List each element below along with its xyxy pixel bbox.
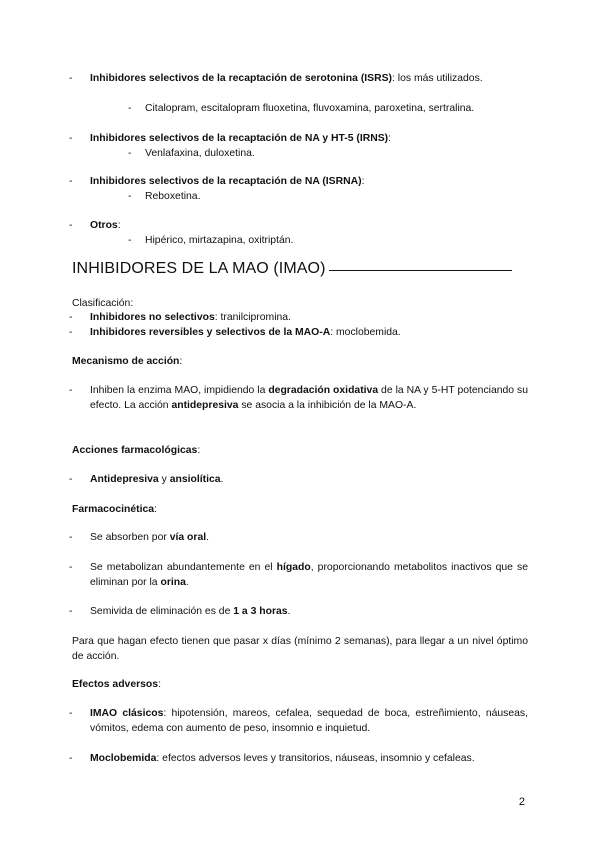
list-item-text: : <box>117 220 121 231</box>
text-part: Semivida de eliminación es de <box>90 606 234 617</box>
farmacocinetica-item-1 <box>90 530 528 545</box>
sub-item-isrs: - Citalopram, escitalopram fluoxetina, fluvoxamina, paroxetina, sertralina. <box>145 101 535 116</box>
list-item-text: : tranilcipromina. <box>214 312 291 323</box>
sub-item-isrna: - Reboxetina. <box>145 189 535 204</box>
clasificacion-item-2 <box>90 325 528 340</box>
text-part: : efectos adversos leves y transitorios, náuseas, insomnio y cefaleas. <box>156 753 475 764</box>
text-bold: Moclobemida <box>90 753 157 764</box>
text-bold: Antidepresiva <box>90 474 159 485</box>
farmacocinetica-heading <box>72 502 528 517</box>
acciones-item <box>90 472 528 487</box>
text-bold: IMAO clásicos <box>90 708 164 719</box>
efectos-heading <box>72 677 528 692</box>
clasificacion-label: Clasificación: <box>72 298 134 309</box>
text-part: . <box>220 474 224 485</box>
text-part: de la NA y 5-HT potenciando su efecto. La acción <box>90 385 528 412</box>
list-item-bold: Inhibidores reversibles y selectivos de la MAO-A <box>90 327 331 338</box>
text-part: . <box>206 532 209 543</box>
list-item-text: : moclobemida. <box>330 327 401 338</box>
acciones-heading <box>72 443 528 458</box>
efectos-item-1 <box>90 706 528 737</box>
list-item-text: : <box>388 133 392 144</box>
text-bold: degradación oxidativa <box>268 385 379 396</box>
mecanismo-item <box>90 383 528 414</box>
list-item-bold: Inhibidores selectivos de la recaptación de NA y HT-5 (IRNS) <box>90 133 389 144</box>
heading-colon: : <box>197 445 201 456</box>
farmacocinetica-item-3 <box>90 604 528 619</box>
mecanismo-heading <box>72 354 528 369</box>
section-title-text: INHIBIDORES DE LA MAO (IMAO) <box>72 260 326 277</box>
text-part: , proporcionando metabolitos inactivos que se eliminan por la <box>90 562 528 589</box>
text-part: . <box>287 606 291 617</box>
heading-bold: Mecanismo de acción <box>72 356 180 367</box>
heading-bold: Acciones farmacológicas <box>72 445 198 456</box>
list-item-bold: Inhibidores selectivos de la recaptación de NA (ISRNA) <box>90 176 362 187</box>
text-bold: antidepresiva <box>171 400 239 412</box>
heading-bold: Efectos adversos <box>72 679 159 690</box>
text-part: y <box>158 474 170 485</box>
list-item-isrna <box>90 174 528 189</box>
list-item-text: : <box>361 176 365 187</box>
text-part: Se absorben por <box>90 532 170 543</box>
title-rule <box>329 270 512 271</box>
list-item-otros <box>90 218 528 233</box>
heading-colon: : <box>154 504 157 515</box>
text-bold: hígado <box>276 562 311 573</box>
section-title <box>72 259 512 279</box>
efectos-item-2 <box>90 751 528 766</box>
list-item-text: : los más utilizados. <box>392 73 483 84</box>
list-item-bold: Inhibidores no selectivos <box>90 312 215 323</box>
nota-paragraph: Para que hagan efecto tienen que pasar x días (mínimo 2 semanas), para llegar a un nivel óptimo de acción. <box>72 636 528 663</box>
text-bold: vía oral <box>169 532 207 543</box>
page-number: 2 <box>518 796 525 808</box>
text-part: Se metabolizan abundantemente en el <box>90 562 277 573</box>
sub-item-otros: - Hipérico, mirtazapina, oxitriptán. <box>145 233 535 248</box>
heading-colon: : <box>158 679 161 690</box>
heading-colon: : <box>179 356 183 367</box>
text-part: . <box>185 577 189 589</box>
text-part: : hipotensión, mareos, cefalea, sequedad de boca, estreñimiento, náuseas, vómitos, edema con aumento de peso, insomnio e inquietud. <box>90 708 528 735</box>
list-item-irns <box>90 131 528 146</box>
text-part: se asocia a la inhibición de la MAO-A. <box>238 400 417 412</box>
list-item-bold: Otros <box>90 220 118 231</box>
sub-item-irns: - Venlafaxina, duloxetina. <box>145 146 535 161</box>
text-bold: 1 a 3 horas <box>233 606 288 617</box>
text-bold: ansiolítica <box>169 474 221 485</box>
text-part: Inhiben la enzima MAO, impidiendo la <box>90 385 269 396</box>
clasificacion-item-1 <box>90 310 528 325</box>
list-item-bold: Inhibidores selectivos de la recaptación de serotonina (ISRS) <box>90 73 392 84</box>
farmacocinetica-item-2 <box>90 560 528 591</box>
heading-bold: Farmacocinética <box>72 504 155 515</box>
text-bold: orina <box>160 577 186 589</box>
list-item-isrs <box>90 71 528 86</box>
